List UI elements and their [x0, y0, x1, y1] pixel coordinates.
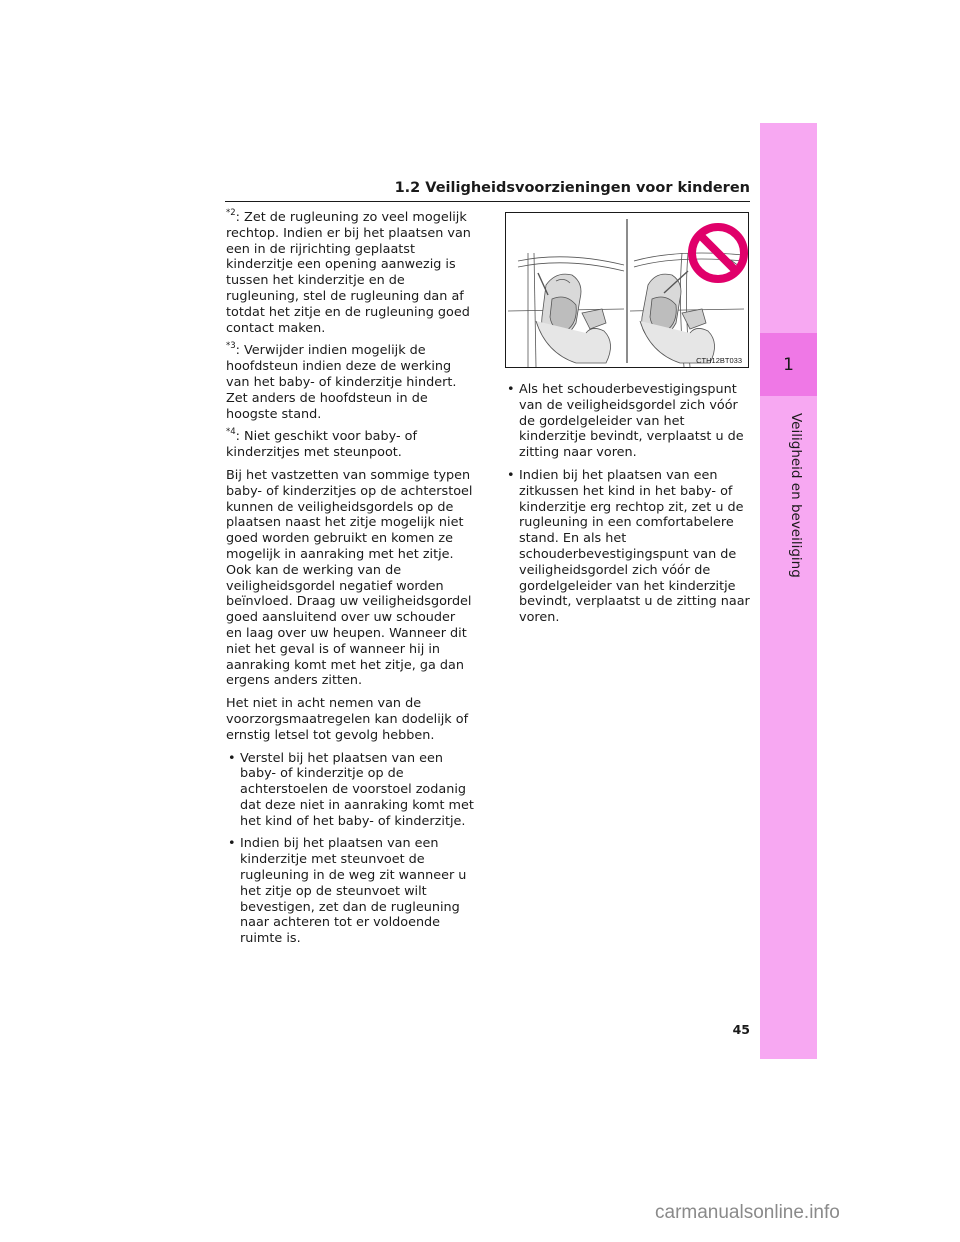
footnote-text: : Zet de rugleuning zo veel mogelijk rechtop. Indien er bij het plaatsen van een in de rijrichting geplaatst kinderzitje een opening aanwezig is tussen het kinderzitje en de rugleuning, stel de rugleuning dan af totdat het zitje en de rugleuning goed contact maken. [226, 210, 471, 336]
left-panel-drawing [508, 253, 624, 367]
child-seat-illustration [505, 212, 749, 368]
header-divider [225, 201, 750, 202]
page-number: 45 [732, 1022, 750, 1037]
chapter-number-box [760, 333, 817, 396]
bullet-dot-icon: • [228, 750, 236, 766]
bullet-item [505, 468, 751, 626]
left-column [226, 207, 474, 954]
footnote-2 [226, 207, 474, 336]
chapter-side-tab [760, 123, 817, 1059]
bullet-text: Indien bij het plaatsen van een kinderzitje met steunvoet de rugleuning in de weg zit wanneer u het zitje op de steunvoet wilt bevestigen, zet dan de rugleuning naar achteren tot er voldoende ruimte is. [240, 836, 467, 947]
footnote-text: : Verwijder indien mogelijk de hoofdsteun indien deze de werking van het baby- of kinderzitje hindert. Zet anders de hoofdsteun in de hoogste stand. [226, 343, 457, 422]
section-title: 1.2 Veiligheidsvoorzieningen voor kinderen [394, 180, 750, 196]
child-seat-drawing [506, 213, 748, 367]
bullet-text: Verstel bij het plaatsen van een baby- of kinderzitje op de achterstoelen de voorstoel zodanig dat deze niet in aanraking komt met het kind of het baby- of kinderzitje. [240, 750, 474, 829]
chapter-label: Veiligheid en beveiliging [788, 413, 804, 578]
footnote-3 [226, 343, 474, 422]
footnote-marker: *2 [226, 207, 236, 218]
bullet-dot-icon: • [228, 836, 236, 852]
footnote-marker: *4 [226, 427, 236, 438]
bullet-text: Als het schouderbevestigingspunt van de veiligheidsgordel zich vóór de gordelgeleider van het kinderzitje bevindt, verplaatst u de zitting naar voren. [519, 382, 744, 461]
watermark: carmanualsonline.info [655, 1202, 840, 1223]
bullet-item [226, 836, 474, 947]
bullet-item [505, 382, 751, 461]
body-paragraph: Het niet in acht nemen van de voorzorgsmaatregelen kan dodelijk of ernstig letsel tot gevolg hebben. [226, 696, 469, 743]
chapter-number: 1 [783, 354, 794, 375]
footnote-text: : Niet geschikt voor baby- of kinderzitjes met steunpoot. [226, 429, 418, 461]
figure-code: CTH12BT033 [696, 356, 742, 365]
body-paragraph: Bij het vastzetten van sommige typen baby- of kinderzitjes op de achterstoel kunnen de veiligheidsgordels op de plaatsen naast het zitje mogelijk niet goed worden gebruikt en komen ze mogelijk in aanraking met het zitje. Ook kan de werking van de veiligheidsgordel negatief worden beïnvloed. Draag uw veiligheidsgordel goed aansluitend over uw schouder en laag over uw heupen. Wanneer dit niet het geval is of wanneer hij in aanraking komt met het zitje, ga dan ergens anders zitten. [226, 467, 473, 689]
bullet-dot-icon: • [507, 382, 515, 397]
bullet-item [226, 751, 474, 830]
footnote-4 [226, 429, 474, 461]
right-column [505, 382, 751, 633]
footnote-marker: *3 [226, 341, 236, 352]
bullet-text: Indien bij het plaatsen van een zitkussen het kind in het baby- of kinderzitje erg rechtop zit, zet u de rugleuning in een comfortabelere stand. En als het schouderbevestigingspunt van de veiligheidsgordel zich vóór de gordelgeleider van het kinderzitje bevindt, verplaatst u de zitting naar voren. [519, 467, 750, 626]
right-panel-drawing [630, 253, 744, 367]
bullet-dot-icon: • [507, 467, 515, 483]
